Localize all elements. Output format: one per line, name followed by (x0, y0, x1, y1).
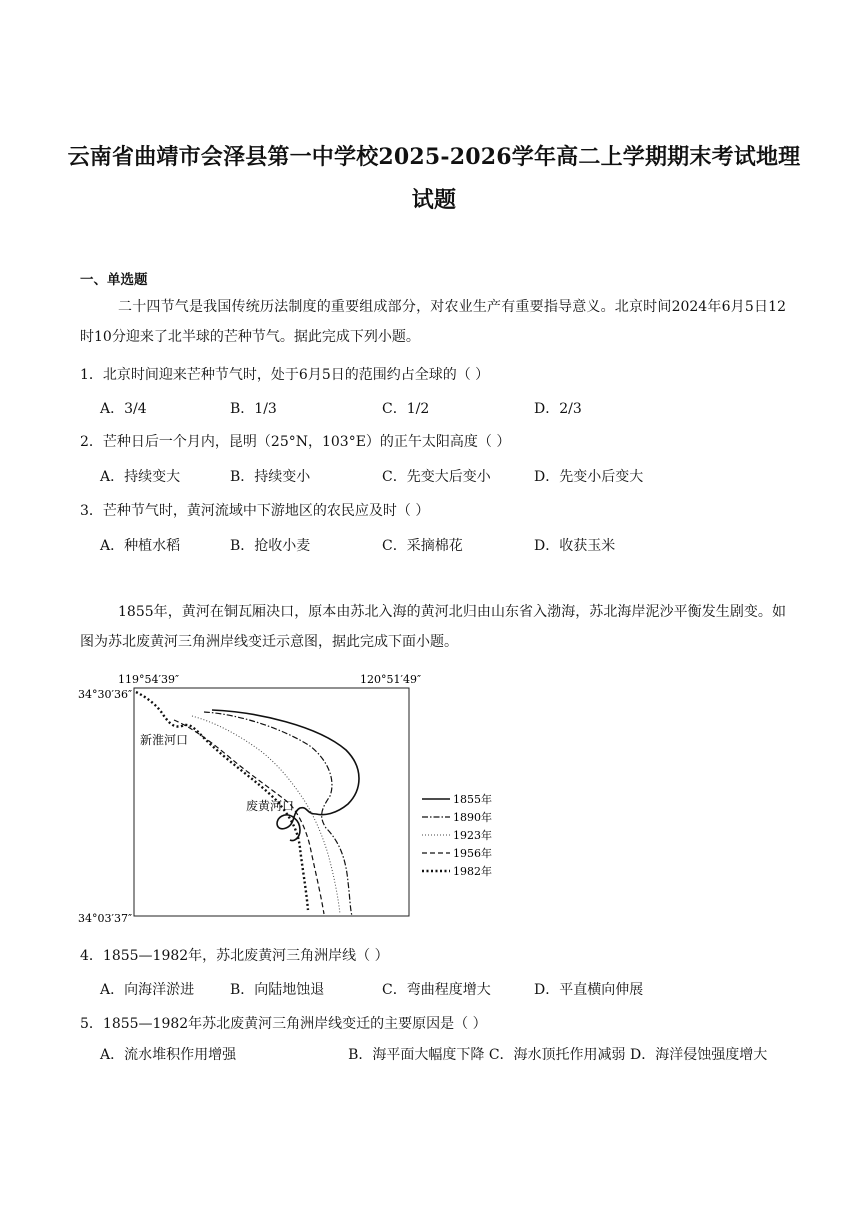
legend-1956: 1956年 (453, 847, 492, 860)
option-b: B．持续变小 (230, 469, 311, 485)
option-b: B．抢收小麦 (230, 538, 311, 554)
option-a: A．种植水稻 (100, 538, 181, 554)
option-b: B．1/3 (230, 401, 277, 417)
legend-1982: 1982年 (453, 865, 492, 878)
legend-1923: 1923年 (453, 829, 492, 842)
coastline-change-map (78, 670, 508, 928)
question-5-options: A．流水堆积作用增强 B．海平面大幅度下降 C．海水顶托作用减弱 D．海洋侵蚀强度增大 (100, 1047, 768, 1063)
question-5: 5．1855—1982年苏北废黄河三角洲岸线变迁的主要原因是（ ） (80, 1016, 487, 1032)
option-d: D．平直横向伸展 (534, 982, 644, 998)
passage-solar-terms: 二十四节气是我国传统历法制度的重要组成部分，对农业生产有重要指导意义。北京时间2024年6月5日12时10分迎来了北半球的芒种节气。据此完成下列小题。 (80, 299, 786, 345)
legend-1890: 1890年 (453, 811, 492, 824)
option-d: D．先变小后变大 (534, 469, 644, 485)
document-title-continued: 试题 (411, 187, 457, 213)
option-a: A．3/4 (100, 401, 147, 417)
label-feihuang-river-mouth: 废黄河口 (246, 799, 295, 813)
option-c: C．采摘棉花 (382, 538, 463, 554)
option-d: D．2/3 (534, 401, 582, 417)
coord-left-top: 34°30′36″ (78, 688, 133, 701)
question-3: 3．芒种节气时，黄河流域中下游地区的农民应及时（ ） (80, 503, 430, 519)
question-4: 4．1855—1982年，苏北废黄河三角洲岸线（ ） (80, 948, 389, 964)
question-1: 1．北京时间迎来芒种节气时，处于6月5日的范围约占全球的（ ） (80, 367, 490, 383)
option-c: C．弯曲程度增大 (382, 982, 491, 998)
legend-1855: 1855年 (453, 793, 492, 806)
label-xinhuai-river-mouth: 新淮河口 (140, 733, 189, 747)
coord-left-bottom: 34°03′37″ (78, 912, 133, 925)
question-2: 2．芒种日后一个月内，昆明（25°N，103°E）的正午太阳高度（ ） (80, 434, 511, 450)
passage-yellow-river: 1855年，黄河在铜瓦厢决口，原本由苏北入海的黄河北归由山东省入渤海，苏北海岸泥沙平衡发生剧变。如图为苏北废黄河三角洲岸线变迁示意图，据此完成下面小题。 (80, 604, 786, 650)
option-c: C．先变大后变小 (382, 469, 491, 485)
option-d: D．收获玉米 (534, 538, 616, 554)
option-a: A．向海洋淤进 (100, 982, 195, 998)
coastline-1855 (212, 710, 359, 841)
map-legend (422, 792, 492, 878)
document-title: 云南省曲靖市会泽县第一中学校2025-2026学年高二上学期期末考试地理 (67, 144, 801, 170)
coord-top-left: 119°54′39″ (118, 673, 180, 686)
option-a: A．持续变大 (100, 469, 181, 485)
option-b: B．向陆地蚀退 (230, 982, 325, 998)
coord-top-right: 120°51′49″ (360, 673, 422, 686)
coastline-1956 (174, 720, 324, 914)
option-c: C．1/2 (382, 401, 430, 417)
section-heading: 一、单选题 (80, 272, 148, 288)
